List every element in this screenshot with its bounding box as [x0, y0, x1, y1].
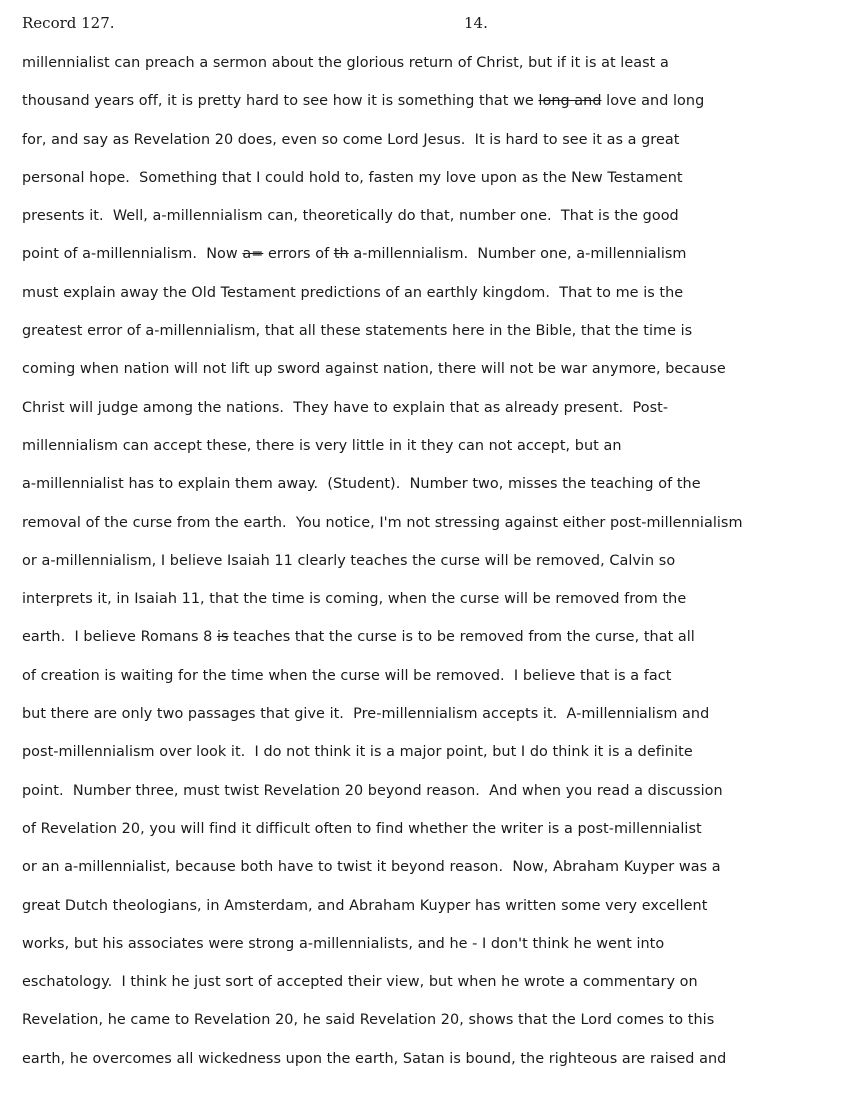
text-line	[22, 471, 851, 509]
text-segment: eschatology. I think he just sort of accepted their view, but when he wrote a commentary on	[22, 974, 698, 991]
text-segment: thousand years off, it is pretty hard to see how it is something that we	[22, 93, 539, 110]
text-segment: Revelation, he came to Revelation 20, he said Revelation 20, shows that the Lord comes to this	[22, 1012, 715, 1029]
text-segment: coming when nation will not lift up sword against nation, there will not be war anymore, because	[22, 361, 726, 378]
text-segment: presents it. Well, a-millennialism can, theoretically do that, number one. That is the good	[22, 208, 679, 225]
struck-text: a=	[242, 246, 264, 263]
text-segment: millennialism can accept these, there is very little in it they can not accept, but an	[22, 437, 622, 454]
text-line	[22, 280, 851, 318]
text-segment: love and long	[601, 93, 705, 110]
text-line	[22, 318, 851, 356]
text-line	[22, 50, 851, 88]
text-line	[22, 1046, 851, 1084]
page-header	[22, 14, 851, 38]
text-segment: earth, he overcomes all wickedness upon the earth, Satan is bound, the righteous are raised and	[22, 1050, 727, 1067]
body-text	[22, 50, 851, 1084]
text-line	[22, 165, 851, 203]
text-line	[22, 356, 851, 394]
text-line	[22, 931, 851, 969]
text-line	[22, 969, 851, 1007]
text-segment: works, but his associates were strong a-millennialists, and he - I don't think he went into	[22, 935, 665, 952]
text-segment: or an a-millennialist, because both have to twist it beyond reason. Now, Abraham Kuyper was a	[22, 859, 721, 876]
text-segment: earth. I believe Romans 8	[22, 629, 217, 646]
text-segment: teaches that the curse is to be removed from the curse, that all	[228, 629, 695, 646]
text-segment: removal of the curse from the earth. You notice, I'm not stressing against either post-millennialism	[22, 514, 743, 531]
text-segment: point of a-millennialism. Now	[22, 246, 243, 263]
text-line	[22, 816, 851, 854]
text-segment: post-millennialism over look it. I do not think it is a major point, but I do think it is a definite	[22, 744, 693, 761]
text-line	[22, 663, 851, 701]
record-label: Record 127.	[22, 14, 115, 32]
text-line	[22, 854, 851, 892]
text-segment: for, and say as Revelation 20 does, even so come Lord Jesus. It is hard to see it as a great	[22, 131, 680, 148]
text-line	[22, 778, 851, 816]
text-segment: great Dutch theologians, in Amsterdam, and Abraham Kuyper has written some very excellent	[22, 897, 708, 914]
struck-text: long and	[538, 93, 602, 110]
text-line	[22, 88, 851, 126]
text-segment: of creation is waiting for the time when the curse will be removed. I believe that is a fact	[22, 667, 672, 684]
text-line	[22, 701, 851, 739]
text-line	[22, 127, 851, 165]
text-segment: must explain away the Old Testament predictions of an earthly kingdom. That to me is the	[22, 284, 684, 301]
text-line	[22, 433, 851, 471]
text-segment: interprets it, in Isaiah 11, that the time is coming, when the curse will be removed from the	[22, 591, 687, 608]
text-segment: a-millennialist has to explain them away. (Student). Number two, misses the teaching of the	[22, 476, 701, 493]
text-line	[22, 586, 851, 624]
text-segment: a-millennialism. Number one, a-millennialism	[348, 246, 687, 263]
text-segment: or a-millennialism, I believe Isaiah 11 clearly teaches the curse will be removed, Calvin so	[22, 552, 676, 569]
text-segment: greatest error of a-millennialism, that all these statements here in the Bible, that the time is	[22, 323, 693, 340]
text-line	[22, 893, 851, 931]
text-segment: Christ will judge among the nations. They have to explain that as already present. Post-	[22, 399, 669, 416]
text-segment: millennialist can preach a sermon about the glorious return of Christ, but if it is at least a	[22, 55, 669, 71]
text-line	[22, 548, 851, 586]
text-line	[22, 624, 851, 662]
text-segment: but there are only two passages that give it. Pre-millennialism accepts it. A-millennialism and	[22, 706, 710, 723]
struck-text: is	[216, 629, 229, 646]
struck-text: th	[333, 246, 349, 263]
text-segment: point. Number three, must twist Revelation 20 beyond reason. And when you read a discussion	[22, 782, 723, 799]
text-segment: personal hope. Something that I could hold to, fasten my love upon as the New Testament	[22, 169, 683, 186]
text-line	[22, 241, 851, 279]
text-line	[22, 1007, 851, 1045]
text-line	[22, 739, 851, 777]
page-number: 14.	[464, 14, 488, 32]
text-line	[22, 510, 851, 548]
text-line	[22, 395, 851, 433]
text-line	[22, 203, 851, 241]
text-segment: of Revelation 20, you will find it difficult often to find whether the writer is a post-millennialist	[22, 820, 702, 837]
text-segment: errors of	[263, 246, 334, 263]
